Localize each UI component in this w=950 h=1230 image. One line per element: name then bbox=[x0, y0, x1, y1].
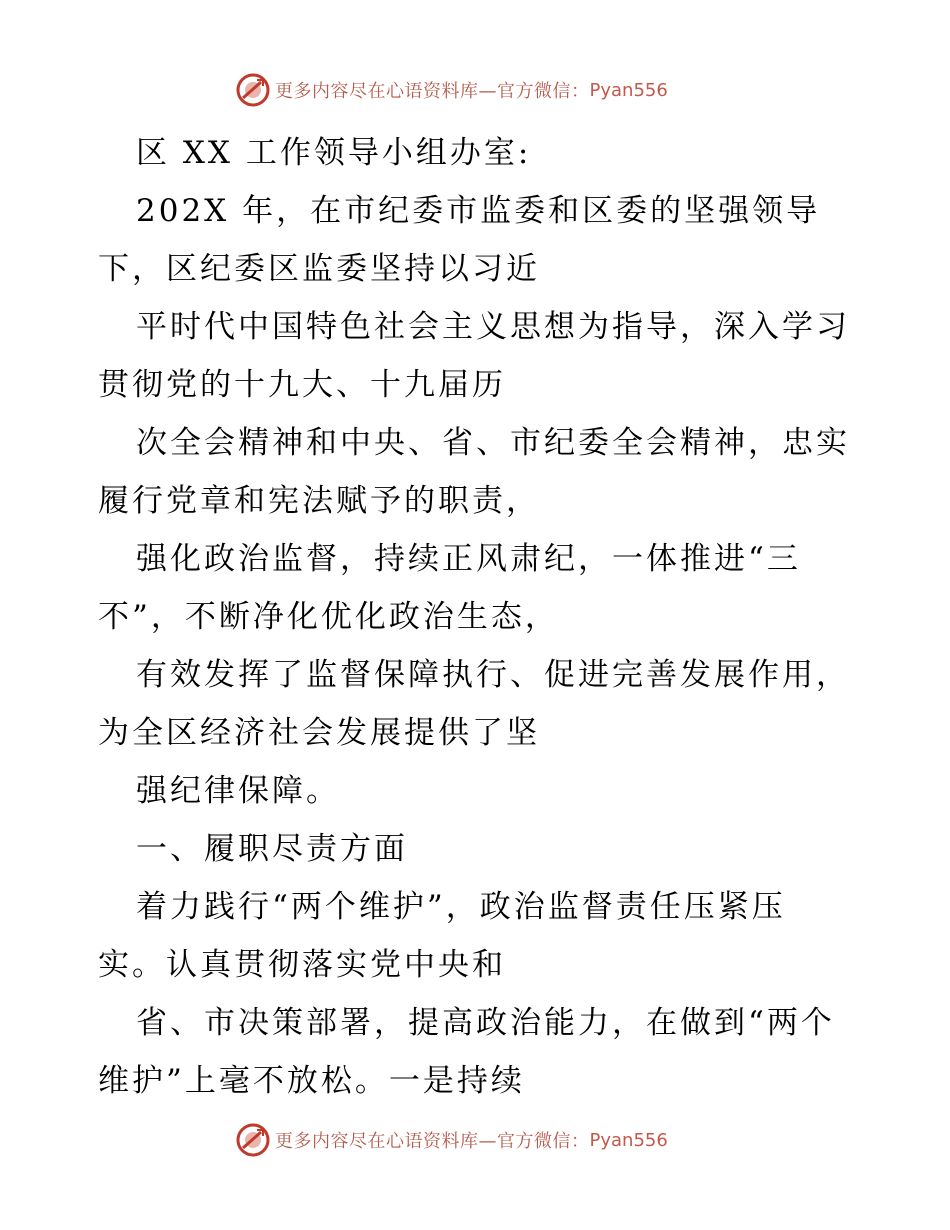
header-watermark-banner bbox=[235, 72, 668, 108]
banner-wechat-id: Pyan556 bbox=[589, 1129, 668, 1151]
banner-text: 更多内容尽在心语资料库—官方微信： bbox=[275, 81, 590, 102]
paragraph-line: 强纪律保障。 bbox=[136, 773, 340, 809]
paragraph-line: 维护”上毫不放松。一是持续 bbox=[98, 1063, 525, 1099]
paragraph-line: 为全区经济社会发展提供了坚 bbox=[98, 715, 540, 751]
paragraph-line: 下，区纪委区监委坚持以习近 bbox=[98, 251, 540, 287]
paragraph-line: 省、市决策部署，提高政治能力，在做到“两个 bbox=[136, 1005, 835, 1041]
salutation-line: 区 XX 工作领导小组办室: bbox=[136, 135, 532, 171]
brand-logo-icon bbox=[235, 72, 271, 108]
banner-text: 更多内容尽在心语资料库—官方微信： bbox=[275, 1131, 590, 1152]
paragraph-line: 202X 年，在市纪委市监委和区委的坚强领导 bbox=[136, 193, 821, 229]
banner-wechat-id: Pyan556 bbox=[589, 79, 668, 101]
paragraph-line: 不”，不断净化优化政治生态， bbox=[98, 599, 559, 635]
section-heading: 一、履职尽责方面 bbox=[136, 831, 408, 867]
paragraph-line: 平时代中国特色社会主义思想为指导，深入学习 bbox=[136, 309, 850, 345]
paragraph-line: 强化政治监督，持续正风肃纪，一体推进“三 bbox=[136, 541, 801, 577]
paragraph-line: 次全会精神和中央、省、市纪委全会精神，忠实 bbox=[136, 425, 850, 461]
document-body bbox=[98, 124, 898, 1110]
paragraph-line: 实。认真贯彻落实党中央和 bbox=[98, 947, 506, 983]
paragraph-line: 履行党章和宪法赋予的职责， bbox=[98, 483, 540, 519]
brand-logo-icon bbox=[235, 1122, 271, 1158]
paragraph-line: 有效发挥了监督保障执行、促进完善发展作用， bbox=[136, 657, 850, 693]
footer-watermark-banner bbox=[235, 1122, 668, 1158]
paragraph-line: 着力践行“两个维护”，政治监督责任压紧压 bbox=[136, 889, 786, 925]
paragraph-line: 贯彻党的十九大、十九届历 bbox=[98, 367, 506, 403]
